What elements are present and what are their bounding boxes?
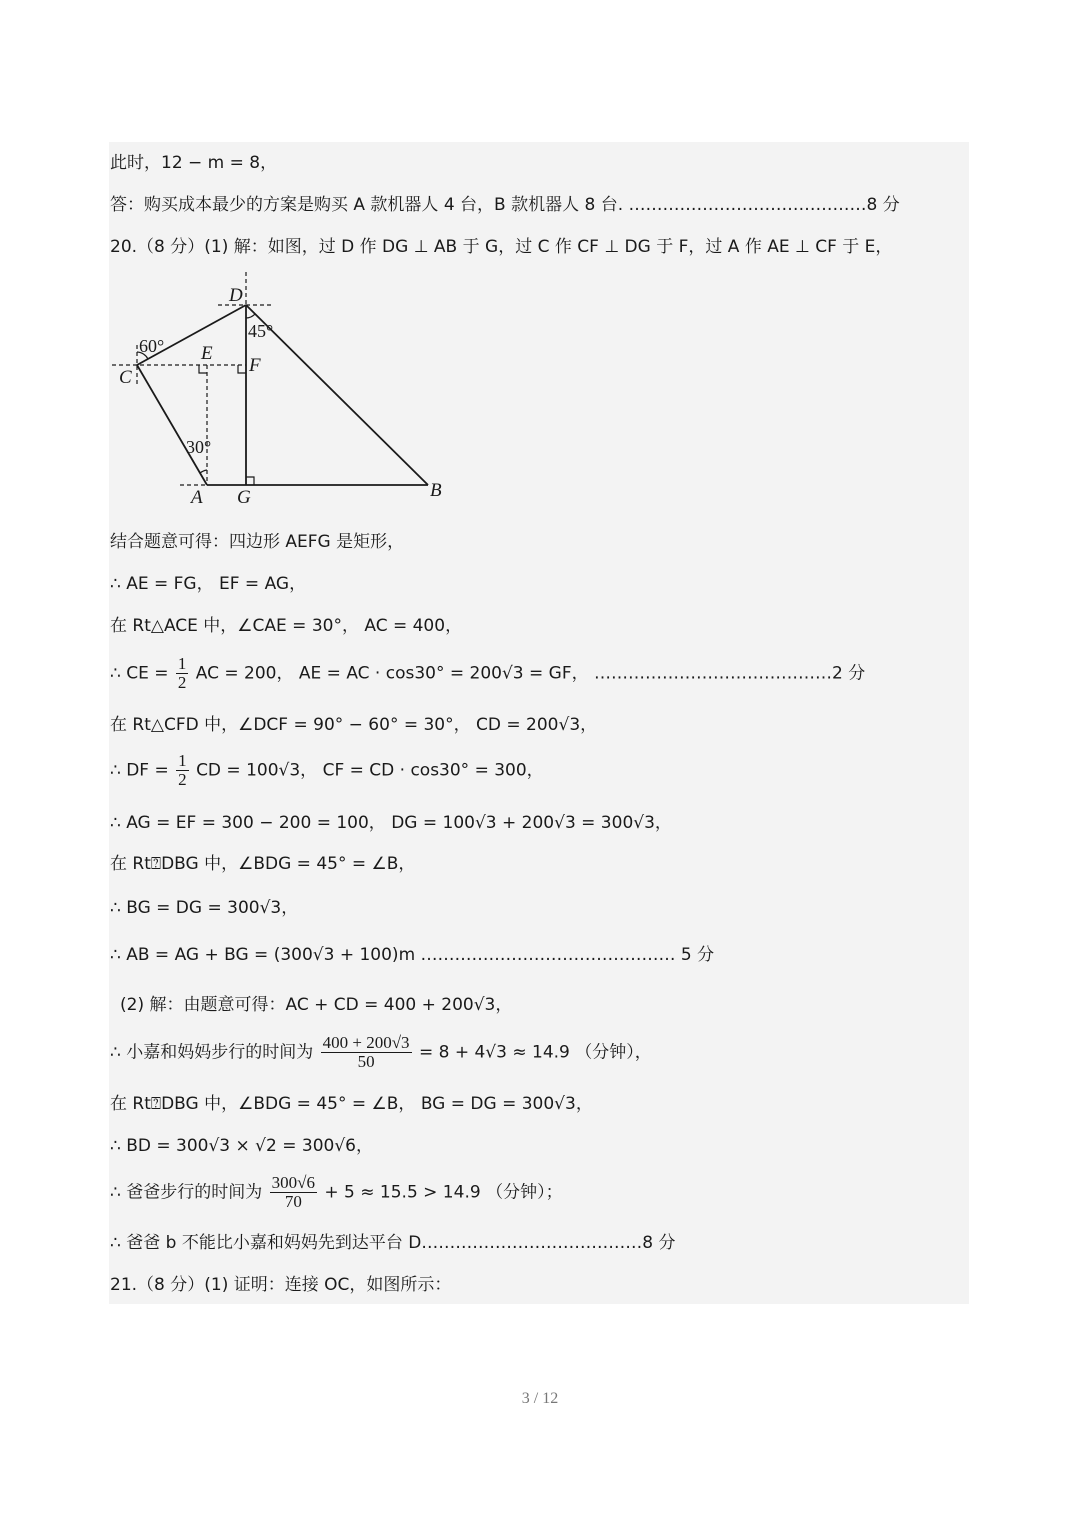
line-18	[110, 1174, 563, 1211]
line-3: 20.（8 分）(1) 解：如图，过 D 作 DG ⊥ AB 于 G，过 C 作 CF ⊥ DG 于 F，过 A 作 AE ⊥ CF 于 E，	[110, 237, 893, 257]
line-9-a: ∴ DF =	[110, 760, 169, 781]
line-9	[110, 752, 544, 789]
label-D: D	[229, 285, 243, 306]
line-7	[110, 655, 865, 692]
geometry-figure	[105, 272, 465, 512]
line-20: 21.（8 分）(1) 证明：连接 OC，如图所示：	[110, 1275, 452, 1295]
line-16: 在 Rt⍰DBG 中，∠BDG = 45° = ∠B， BG = DG = 300√3，	[110, 1094, 593, 1114]
line-12: ∴ BG = DG = 300√3，	[110, 898, 299, 918]
label-G: G	[237, 487, 251, 508]
line-14: (2) 解：由题意可得：AC + CD = 400 + 200√3，	[120, 995, 513, 1015]
line-15	[110, 1034, 652, 1071]
angle-label-60: 60°	[139, 336, 165, 356]
fraction-half-2: $\frac{1}{2}$	[178, 751, 187, 789]
line-6: 在 Rt△ACE 中，∠CAE = 30°， AC = 400，	[110, 616, 463, 636]
line-1: 此时，12 − m = 8，	[110, 153, 278, 173]
line-9-b: CD = 100√3， CF = CD · cos30° = 300，	[196, 760, 544, 781]
line-18-b: + 5 ≈ 15.5 > 14.9 （分钟）；	[324, 1182, 563, 1203]
label-F: F	[249, 355, 261, 376]
line-2: 答：购买成本最少的方案是购买 A 款机器人 4 台，B 款机器人 8 台. ……………………………………8 分	[110, 195, 900, 215]
line-11: 在 Rt⍰DBG 中，∠BDG = 45° = ∠B，	[110, 854, 416, 874]
label-A: A	[191, 487, 203, 508]
page-number: 3 / 12	[521, 1390, 559, 1407]
line-5: ∴ AE = FG， EF = AG，	[110, 574, 307, 594]
fraction-walk-time: $\frac{400 + 200√3}{50}$	[322, 1033, 410, 1071]
line-8: 在 Rt△CFD 中，∠DCF = 90° − 60° = 30°， CD = 200√3，	[110, 715, 598, 735]
label-B: B	[430, 480, 442, 501]
line-13: ∴ AB = AG + BG = (300√3 + 100)m ……………………………………… 5 分	[110, 945, 715, 965]
label-E: E	[201, 343, 213, 364]
line-18-a: ∴ 爸爸步行的时间为	[110, 1182, 263, 1203]
angle-label-30: 30°	[186, 437, 212, 457]
line-19: ∴ 爸爸 b 不能比小嘉和妈妈先到达平台 D…………………………………8 分	[110, 1233, 676, 1253]
line-10: ∴ AG = EF = 300 − 200 = 100， DG = 100√3 + 200√3 = 300√3，	[110, 813, 672, 833]
line-4: 结合题意可得：四边形 AEFG 是矩形，	[110, 532, 405, 552]
line-7-b: AC = 200， AE = AC · cos30° = 200√3 = GF， ……………………………………2 分	[195, 663, 866, 684]
label-C: C	[119, 367, 132, 388]
line-17: ∴ BD = 300√3 × √2 = 300√6，	[110, 1136, 373, 1156]
fraction-dad-time: $\frac{300√6}{70}$	[271, 1173, 315, 1211]
line-15-a: ∴ 小嘉和妈妈步行的时间为	[110, 1042, 314, 1063]
angle-label-45: 45°	[248, 321, 274, 341]
line-15-b: = 8 + 4√3 ≈ 14.9 （分钟），	[418, 1042, 652, 1063]
fraction-half: $\frac{1}{2}$	[177, 654, 187, 692]
line-7-a: ∴ CE =	[110, 663, 169, 684]
